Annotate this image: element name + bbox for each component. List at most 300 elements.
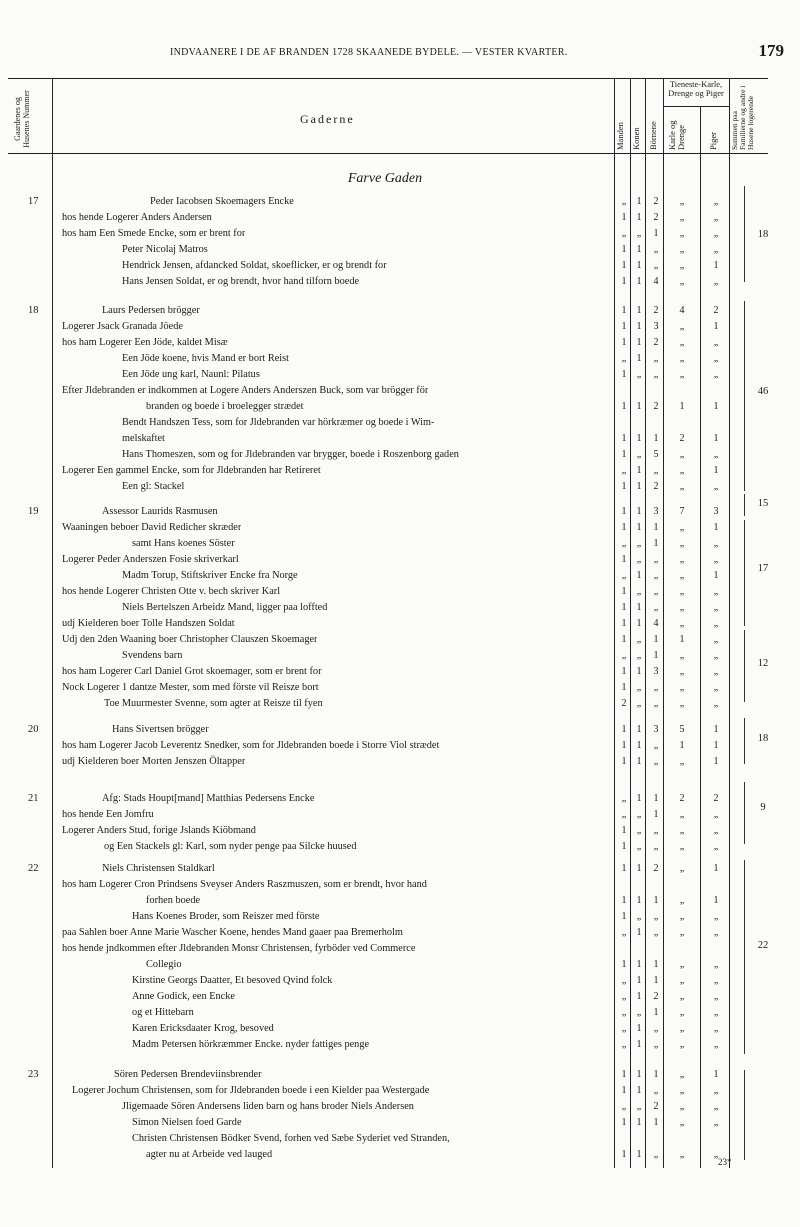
count-k: 1 — [636, 305, 642, 316]
count-k: „ — [636, 809, 642, 820]
count-p: 1 — [713, 522, 719, 533]
count-b: „ — [653, 369, 659, 380]
family-brace — [738, 186, 745, 282]
count-p: 1 — [713, 863, 719, 874]
count-b: 1 — [653, 895, 659, 906]
resident-entry: og Een Stackels gl: Karl, som nyder penge paa Silcke huused — [104, 841, 357, 852]
count-m: 1 — [621, 724, 627, 735]
count-kd: „ — [679, 756, 685, 767]
count-b: „ — [653, 911, 659, 922]
table-row — [0, 823, 800, 839]
count-kd: „ — [679, 196, 685, 207]
count-k: „ — [636, 538, 642, 549]
header-gaard: Gaardenes og Husenes Nummer — [13, 90, 31, 148]
count-kd: „ — [679, 863, 685, 874]
count-p: „ — [713, 698, 719, 709]
count-kd: „ — [679, 1085, 685, 1096]
resident-entry: hos hende Logerer Anders Andersen — [62, 212, 212, 223]
resident-entry: Madm Petersen hörkræmmer Encke. nyder fattiges penge — [132, 1039, 370, 1050]
count-b: „ — [653, 756, 659, 767]
count-k: 1 — [636, 244, 642, 255]
count-m: 1 — [621, 481, 627, 492]
count-k: 1 — [636, 927, 642, 938]
table-row — [0, 568, 800, 584]
count-p: 1 — [713, 756, 719, 767]
resident-entry: Laurs Pedersen brögger — [102, 305, 200, 316]
count-k: 1 — [636, 481, 642, 492]
count-p: „ — [713, 244, 719, 255]
count-k: „ — [636, 554, 642, 565]
count-p: 3 — [713, 506, 719, 517]
count-b: „ — [653, 1085, 659, 1096]
table-row — [0, 520, 800, 536]
count-kd: „ — [679, 369, 685, 380]
count-p: 1 — [713, 321, 719, 332]
count-p: „ — [713, 1039, 719, 1050]
count-b: 1 — [653, 228, 659, 239]
count-b: „ — [653, 698, 659, 709]
count-b: „ — [653, 740, 659, 751]
resident-entry: Een gl: Stackel — [122, 481, 185, 492]
family-total: 17 — [757, 563, 769, 574]
house-number: 22 — [28, 863, 39, 874]
count-b: 1 — [653, 538, 659, 549]
count-kd: „ — [679, 260, 685, 271]
count-kd: 5 — [679, 724, 685, 735]
count-b: „ — [653, 465, 659, 476]
footnote-marker: 23* — [718, 1157, 732, 1167]
resident-entry: og et Hittebarn — [132, 1007, 194, 1018]
count-p: „ — [713, 991, 719, 1002]
resident-entry: Toe Muurmester Svenne, som agter at Reisze til fyen — [104, 698, 323, 709]
family-brace — [738, 860, 745, 1054]
count-p: „ — [713, 1117, 719, 1128]
table-row — [0, 552, 800, 568]
resident-entry: Logerer Een gammel Encke, som for Jldebranden har Retireret — [62, 465, 321, 476]
count-kd: „ — [679, 618, 685, 629]
count-p: „ — [713, 650, 719, 661]
resident-entry: Logerer Peder Anderszen Fosie skriverkarl — [62, 554, 239, 565]
count-k: 1 — [636, 196, 642, 207]
resident-entry: Hans Thomeszen, som og for Jldebranden var brygger, boede i Roszenborg gaden — [122, 449, 459, 460]
table-row — [0, 536, 800, 552]
table-row — [0, 648, 800, 664]
header-gaderne: Gaderne — [300, 112, 355, 126]
house-number: 21 — [28, 793, 39, 804]
table-row — [0, 463, 800, 479]
house-number: 17 — [28, 196, 39, 207]
table-row — [0, 893, 800, 909]
count-b: 2 — [653, 991, 659, 1002]
table-row — [0, 839, 800, 855]
count-kd: „ — [679, 1039, 685, 1050]
count-m: 1 — [621, 895, 627, 906]
count-p: „ — [713, 449, 719, 460]
count-p: „ — [713, 618, 719, 629]
count-m: „ — [621, 991, 627, 1002]
count-k: 1 — [636, 276, 642, 287]
resident-entry: Collegio — [146, 959, 182, 970]
count-p: 1 — [713, 465, 719, 476]
table-row — [0, 632, 800, 648]
count-kd: 2 — [679, 433, 685, 444]
count-p: „ — [713, 1149, 719, 1160]
count-kd: „ — [679, 1149, 685, 1160]
count-kd: „ — [679, 522, 685, 533]
count-m: 2 — [621, 698, 627, 709]
table-row — [0, 1083, 800, 1099]
count-b: 1 — [653, 809, 659, 820]
table-row — [0, 909, 800, 925]
count-kd: „ — [679, 554, 685, 565]
count-k: 1 — [636, 793, 642, 804]
table-row — [0, 1131, 800, 1147]
table-row — [0, 973, 800, 989]
resident-entry: Een Jöde ung karl, Naunl: Pilatus — [122, 369, 260, 380]
table-row — [0, 616, 800, 632]
count-m: 1 — [621, 276, 627, 287]
table-row — [0, 504, 800, 520]
count-p: „ — [713, 959, 719, 970]
count-kd: „ — [679, 1069, 685, 1080]
table-row — [0, 861, 800, 877]
count-k: „ — [636, 1007, 642, 1018]
table-row — [0, 1067, 800, 1083]
resident-entry: samt Hans koenes Söster — [132, 538, 235, 549]
running-title: INDVAANERE I DE AF BRANDEN 1728 SKAANEDE BYDELE. — VESTER KVARTER. — [170, 47, 568, 58]
count-p: „ — [713, 554, 719, 565]
count-k: „ — [636, 841, 642, 852]
table-row — [0, 957, 800, 973]
count-b: „ — [653, 353, 659, 364]
count-p: „ — [713, 841, 719, 852]
street-heading: Farve Gaden — [347, 171, 423, 186]
count-m: 1 — [621, 337, 627, 348]
count-k: 1 — [636, 260, 642, 271]
count-m: „ — [621, 353, 627, 364]
count-p: 2 — [713, 305, 719, 316]
table-row — [0, 383, 800, 399]
resident-entry: branden og boede i broelegger strædet — [146, 401, 304, 412]
family-total: 22 — [757, 940, 769, 951]
count-b: 2 — [653, 863, 659, 874]
count-m: „ — [621, 650, 627, 661]
family-brace — [738, 301, 745, 491]
count-m: 1 — [621, 682, 627, 693]
count-kd: „ — [679, 895, 685, 906]
count-m: 1 — [621, 602, 627, 613]
running-header — [0, 41, 800, 67]
resident-entry: forhen boede — [146, 895, 201, 906]
count-m: 1 — [621, 506, 627, 517]
table-row — [0, 479, 800, 495]
count-p: 1 — [713, 895, 719, 906]
count-k: „ — [636, 682, 642, 693]
count-k: „ — [636, 698, 642, 709]
count-kd: „ — [679, 570, 685, 581]
count-p: „ — [713, 975, 719, 986]
resident-entry: Hans Jensen Soldat, er og brendt, hvor hand tilforn boede — [122, 276, 360, 287]
table-row — [0, 722, 800, 738]
count-m: „ — [621, 793, 627, 804]
table-row — [0, 1147, 800, 1163]
count-b: 2 — [653, 401, 659, 412]
count-m: „ — [621, 927, 627, 938]
table-row — [0, 1099, 800, 1115]
count-m: 1 — [621, 1117, 627, 1128]
count-k: 1 — [636, 321, 642, 332]
table-row — [0, 925, 800, 941]
count-p: „ — [713, 1101, 719, 1112]
table-row — [0, 194, 800, 210]
count-m: 1 — [621, 554, 627, 565]
count-p: 2 — [713, 793, 719, 804]
count-p: „ — [713, 1085, 719, 1096]
count-kd: „ — [679, 465, 685, 476]
count-m: 1 — [621, 740, 627, 751]
count-kd: „ — [679, 244, 685, 255]
table-row — [0, 210, 800, 226]
count-p: „ — [713, 634, 719, 645]
count-p: 1 — [713, 433, 719, 444]
count-p: 1 — [713, 724, 719, 735]
table-row — [0, 754, 800, 770]
count-kd: „ — [679, 602, 685, 613]
resident-entry: udj Kielderen boer Tolle Handszen Soldat — [62, 618, 235, 629]
family-total: 9 — [760, 802, 766, 813]
table-row — [0, 226, 800, 242]
count-kd: „ — [679, 1101, 685, 1112]
table-row — [0, 989, 800, 1005]
table-row — [0, 680, 800, 696]
count-m: 1 — [621, 618, 627, 629]
count-kd: 7 — [679, 506, 685, 517]
house-number: 19 — [28, 506, 39, 517]
resident-entry: Waaningen beboer David Redicher skræder — [62, 522, 242, 533]
count-p: 1 — [713, 401, 719, 412]
count-kd: 4 — [679, 305, 685, 316]
count-m: 1 — [621, 756, 627, 767]
count-p: „ — [713, 538, 719, 549]
count-k: „ — [636, 1101, 642, 1112]
header-top-rule — [8, 78, 768, 79]
resident-entry: Peter Nicolaj Matros — [122, 244, 208, 255]
count-b: 2 — [653, 337, 659, 348]
count-kd: „ — [679, 650, 685, 661]
family-brace — [738, 520, 745, 626]
count-k: „ — [636, 449, 642, 460]
count-b: 2 — [653, 196, 659, 207]
count-m: „ — [621, 1007, 627, 1018]
count-p: „ — [713, 1007, 719, 1018]
count-b: 5 — [653, 449, 659, 460]
count-p: „ — [713, 911, 719, 922]
resident-entry: hos hende Logerer Christen Otte v. bech skriver Karl — [62, 586, 281, 597]
count-m: 1 — [621, 369, 627, 380]
count-p: 1 — [713, 570, 719, 581]
count-k: 1 — [636, 1149, 642, 1160]
count-m: 1 — [621, 212, 627, 223]
count-m: „ — [621, 465, 627, 476]
count-kd: 1 — [679, 401, 685, 412]
count-p: „ — [713, 809, 719, 820]
count-k: 1 — [636, 401, 642, 412]
count-b: „ — [653, 260, 659, 271]
table-row — [0, 303, 800, 319]
count-b: 2 — [653, 481, 659, 492]
count-b: 3 — [653, 321, 659, 332]
count-m: 1 — [621, 1069, 627, 1080]
resident-entry: Christen Christensen Bödker Svend, forhen ved Sæbe Syderiet ved Stranden, — [132, 1133, 450, 1144]
count-m: 1 — [621, 1149, 627, 1160]
count-k: 1 — [636, 433, 642, 444]
count-kd: „ — [679, 841, 685, 852]
table-row — [0, 415, 800, 431]
count-b: „ — [653, 244, 659, 255]
count-p: „ — [713, 276, 719, 287]
count-b: „ — [653, 927, 659, 938]
resident-entry: hos hende Een Jomfru — [62, 809, 154, 820]
count-m: 1 — [621, 244, 627, 255]
resident-entry: Jligemaade Sören Andersens liden barn og hans broder Niels Andersen — [122, 1101, 414, 1112]
count-k: 1 — [636, 666, 642, 677]
table-row — [0, 738, 800, 754]
resident-entry: melskaftet — [122, 433, 165, 444]
count-kd: 1 — [679, 740, 685, 751]
count-m: „ — [621, 228, 627, 239]
count-kd: „ — [679, 991, 685, 1002]
count-p: „ — [713, 602, 719, 613]
resident-entry: hos ham Logerer Cron Prindsens Sveyser Anders Raszmuszen, som er brendt, hvor hand — [62, 879, 427, 890]
table-row — [0, 367, 800, 383]
count-b: 1 — [653, 1069, 659, 1080]
header-manden: Manden — [615, 122, 625, 150]
family-total: 46 — [757, 386, 769, 397]
count-m: „ — [621, 809, 627, 820]
count-p: 1 — [713, 260, 719, 271]
count-kd: „ — [679, 586, 685, 597]
count-k: 1 — [636, 465, 642, 476]
count-b: 3 — [653, 666, 659, 677]
table-row — [0, 258, 800, 274]
count-kd: „ — [679, 666, 685, 677]
count-k: 1 — [636, 1069, 642, 1080]
family-total: 18 — [757, 229, 769, 240]
count-p: „ — [713, 196, 719, 207]
family-brace — [738, 630, 745, 702]
count-b: „ — [653, 1039, 659, 1050]
count-kd: „ — [679, 353, 685, 364]
count-k: 1 — [636, 991, 642, 1002]
count-m: „ — [621, 570, 627, 581]
count-k: 1 — [636, 602, 642, 613]
count-kd: „ — [679, 809, 685, 820]
resident-entry: Assessor Laurids Rasmusen — [102, 506, 218, 517]
count-kd: „ — [679, 212, 685, 223]
count-b: 1 — [653, 1117, 659, 1128]
count-k: 1 — [636, 1039, 642, 1050]
count-kd: „ — [679, 975, 685, 986]
count-k: 1 — [636, 740, 642, 751]
count-m: 1 — [621, 1085, 627, 1096]
count-b: 1 — [653, 975, 659, 986]
tjeneste-rule — [663, 106, 729, 107]
header-konen: Konen — [631, 127, 641, 150]
resident-entry: Madm Torup, Stiftskriver Encke fra Norge — [122, 570, 298, 581]
resident-entry: Afg: Stads Houpt[mand] Matthias Pedersens Encke — [102, 793, 315, 804]
resident-entry: Nock Logerer 1 dantze Mester, som med förste vil Reisze bort — [62, 682, 319, 693]
count-kd: „ — [679, 825, 685, 836]
header-bornene: Börnene — [648, 121, 658, 150]
family-total: 15 — [757, 498, 769, 509]
count-k: 1 — [636, 506, 642, 517]
resident-entry: Logerer Anders Stud, forige Jslands Kiöbmand — [62, 825, 256, 836]
count-p: „ — [713, 825, 719, 836]
count-kd: „ — [679, 1007, 685, 1018]
table-row — [0, 242, 800, 258]
count-m: „ — [621, 1039, 627, 1050]
resident-entry: Logerer Jochum Christensen, som for Jldebranden boede i een Kielder paa Westergade — [72, 1085, 430, 1096]
resident-entry: Anne Godick, een Encke — [132, 991, 235, 1002]
table-row — [0, 399, 800, 415]
count-k: 1 — [636, 959, 642, 970]
count-m: 1 — [621, 305, 627, 316]
count-m: „ — [621, 196, 627, 207]
count-kd: 2 — [679, 793, 685, 804]
count-kd: „ — [679, 276, 685, 287]
table-row — [0, 1021, 800, 1037]
count-m: 1 — [621, 634, 627, 645]
resident-entry: Efter Jldebranden er indkommen at Logere Anders Anderszen Buck, som var brögger för — [62, 385, 429, 396]
family-total: 18 — [757, 733, 769, 744]
resident-entry: Logerer Jsack Granada Jöede — [62, 321, 183, 332]
count-k: 1 — [636, 756, 642, 767]
count-kd: „ — [679, 959, 685, 970]
count-b: „ — [653, 570, 659, 581]
resident-entry: Bendt Handszen Tess, som for Jldebranden var hörkræmer og boede i Wim- — [122, 417, 435, 428]
count-b: „ — [653, 825, 659, 836]
count-m: 1 — [621, 825, 627, 836]
header-summen: Summen paa Familierne og andre i Husene logerende — [730, 85, 755, 150]
table-row — [0, 447, 800, 463]
resident-entry: udj Kielderen boer Morten Jenszen Öltapper — [62, 756, 246, 767]
count-k: 1 — [636, 1117, 642, 1128]
family-brace — [738, 782, 745, 844]
table-row — [0, 351, 800, 367]
count-b: 1 — [653, 650, 659, 661]
count-kd: 1 — [679, 634, 685, 645]
table-row — [0, 431, 800, 447]
count-kd: „ — [679, 228, 685, 239]
resident-entry: hos ham Een Smede Encke, som er brent for — [62, 228, 246, 239]
count-b: 3 — [653, 506, 659, 517]
count-p: „ — [713, 369, 719, 380]
header-tjeneste: Tieneste-Karle, Drenge og Piger — [668, 79, 724, 98]
family-brace — [738, 494, 745, 516]
count-k: 1 — [636, 212, 642, 223]
count-k: 1 — [636, 618, 642, 629]
count-p: „ — [713, 927, 719, 938]
count-m: 1 — [621, 401, 627, 412]
count-m: „ — [621, 975, 627, 986]
count-p: „ — [713, 1023, 719, 1034]
table-row — [0, 335, 800, 351]
table-row — [0, 941, 800, 957]
count-k: 1 — [636, 895, 642, 906]
resident-entry: Simon Nielsen foed Garde — [132, 1117, 242, 1128]
count-k: „ — [636, 911, 642, 922]
count-kd: „ — [679, 698, 685, 709]
